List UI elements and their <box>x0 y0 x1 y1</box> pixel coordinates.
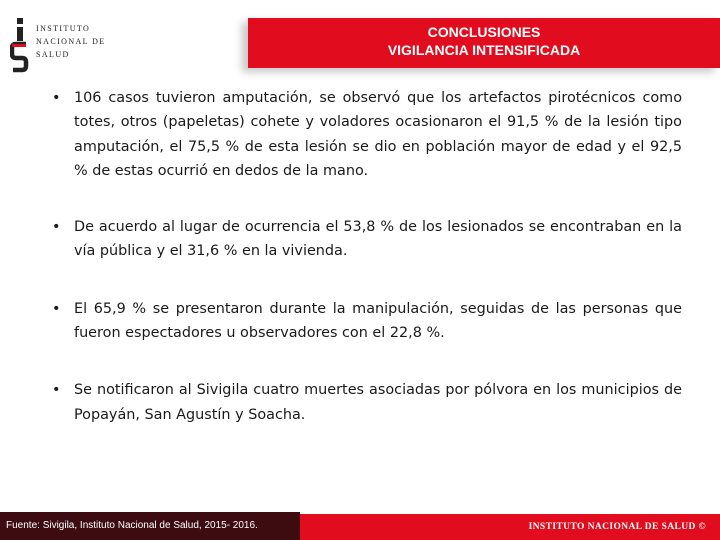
ins-logo-text <box>36 22 106 61</box>
page-subtitle: VIGILANCIA INTENSIFICADA <box>387 42 581 58</box>
footer-brand: INSTITUTO NACIONAL DE SALUD © <box>528 522 706 532</box>
bullet-item: • De acuerdo al lugar de ocurrencia el 53,8 % de los lesionados se encontraban en la vía pública y el 31,6 % en la vivienda. <box>50 215 682 264</box>
logo-line-1: INSTITUTO <box>36 24 91 33</box>
ins-logo-icon <box>10 18 30 74</box>
bullet-item: • 106 casos tuvieron amputación, se observó que los artefactos pirotécnicos como totes, otros (papeletas) cohete y voladores ocasionaron el 91,5 % de la lesión tipo amputación, el 75,5 % de esta lesión se dio en población mayor de edad y el 92,5 % de estas ocurrió en dedos de la mano. <box>50 86 682 183</box>
header-banner <box>248 18 720 68</box>
page-title: CONCLUSIONES <box>427 24 541 40</box>
footer-source: Fuente: Sivigila, Instituto Nacional de Salud, 2015- 2016. <box>0 512 300 540</box>
logo-line-3: SALUD <box>36 50 70 59</box>
bullet-item: • Se notificaron al Sivigila cuatro muertes asociadas por pólvora en los municipios de Popayán, San Agustín y Soacha. <box>50 378 682 427</box>
ins-logo <box>10 18 106 76</box>
logo-line-2: NACIONAL DE <box>36 37 106 46</box>
conclusions-list <box>50 86 682 427</box>
bullet-item: • El 65,9 % se presentaron durante la manipulación, seguidas de las personas que fueron espectadores u observadores con el 22,8 %. <box>50 297 682 346</box>
